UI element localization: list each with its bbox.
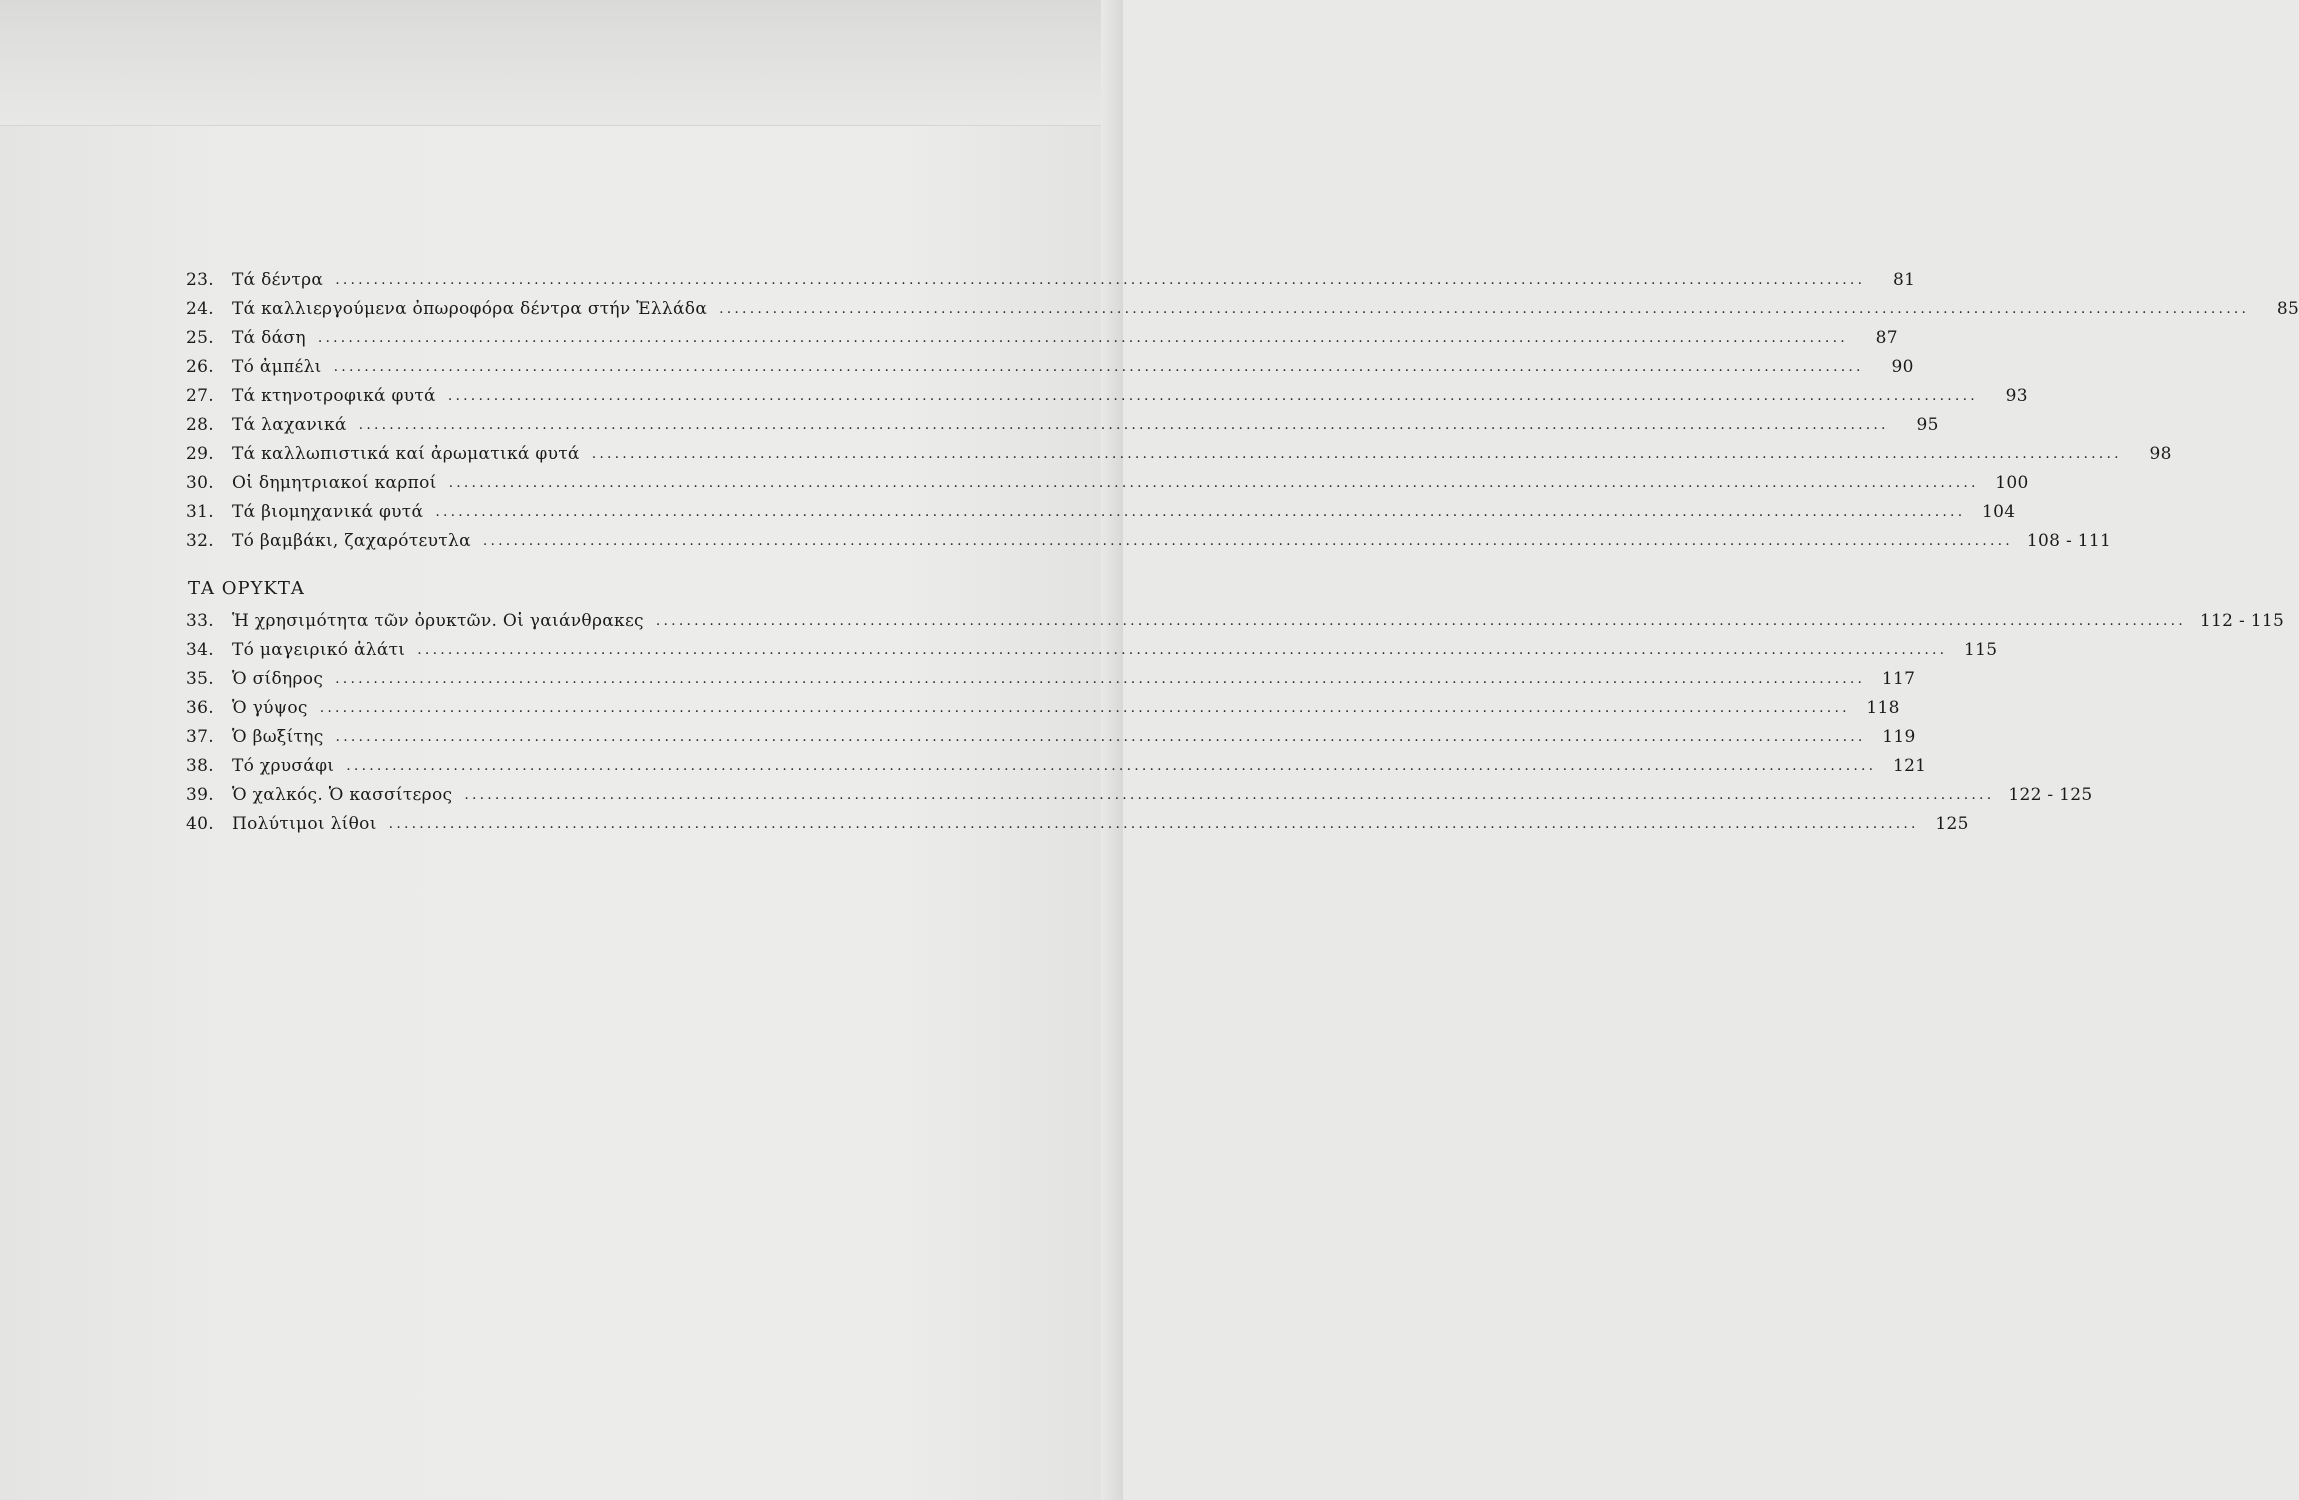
entry-number: 38. xyxy=(186,756,214,776)
entry-title: Τό μαγειρικό ἁλάτι xyxy=(232,640,406,660)
entry-number: 33. xyxy=(186,611,214,631)
dot-leader: ........................................................................................................................................................................................................ xyxy=(417,642,1948,658)
toc-entry xyxy=(186,809,1969,839)
entry-title: Ὁ γύψος xyxy=(232,698,308,718)
entry-title: Ἡ χρησιμότητα τῶν ὀρυκτῶν. Οἱ γαιάνθρακες xyxy=(232,611,644,631)
toc-entry xyxy=(186,497,2016,527)
entry-page: 85 xyxy=(2276,299,2299,319)
entry-page: 95 xyxy=(1916,415,1939,435)
entry-number: 39. xyxy=(186,785,214,805)
entry-page: 81 xyxy=(1893,270,1916,290)
toc-entry xyxy=(186,635,1998,665)
entry-number: 29. xyxy=(186,444,214,464)
entry-title: Τά καλλιεργούμενα ὀπωροφόρα δέντρα στήν Ἑλλάδα xyxy=(232,299,708,319)
dot-leader: ........................................................................................................................................................................................................ xyxy=(719,301,2250,317)
dot-leader: ........................................................................................................................................................................................................ xyxy=(333,359,1864,375)
entry-number: 36. xyxy=(186,698,214,718)
dot-leader: ........................................................................................................................................................................................................ xyxy=(447,388,1978,404)
dot-leader: ........................................................................................................................................................................................................ xyxy=(464,787,1995,803)
dot-leader: ........................................................................................................................................................................................................ xyxy=(346,758,1877,774)
entry-number: 26. xyxy=(186,357,214,377)
dot-leader: ........................................................................................................................................................................................................ xyxy=(435,504,1966,520)
entry-title: Τά δάση xyxy=(232,328,306,348)
entry-page: 93 xyxy=(2005,386,2028,406)
entry-title: Τό ἀμπέλι xyxy=(232,357,322,377)
entry-number: 24. xyxy=(186,299,214,319)
toc-entry xyxy=(186,606,2285,636)
entry-page: 115 xyxy=(1963,640,1998,660)
entry-title: Τά δέντρα xyxy=(232,270,324,290)
toc-entry xyxy=(186,693,1900,723)
toc-entry xyxy=(186,664,1916,694)
entry-page: 118 xyxy=(1866,698,1900,718)
entry-page: 112 - 115 xyxy=(2199,611,2285,631)
toc-entry xyxy=(186,780,2093,810)
entry-page: 125 xyxy=(1935,814,1969,834)
entry-title: Ὁ βωξίτης xyxy=(232,727,324,747)
entry-number: 32. xyxy=(186,531,214,551)
dot-leader: ........................................................................................................................................................................................................ xyxy=(388,816,1919,832)
entry-number: 31. xyxy=(186,502,214,522)
dot-leader: ........................................................................................................................................................................................................ xyxy=(317,330,1848,346)
dot-leader: ........................................................................................................................................................................................................ xyxy=(591,446,2122,462)
toc-entry xyxy=(186,410,1939,440)
page-right-edge xyxy=(1101,0,1123,1500)
dot-leader: ........................................................................................................................................................................................................ xyxy=(335,272,1866,288)
toc-entry xyxy=(186,352,1914,382)
entry-title: Τά κτηνοτροφικά φυτά xyxy=(232,386,436,406)
entry-number: 35. xyxy=(186,669,214,689)
dot-leader: ........................................................................................................................................................................................................ xyxy=(335,729,1866,745)
dot-leader: ........................................................................................................................................................................................................ xyxy=(482,533,2013,549)
entry-number: 27. xyxy=(186,386,214,406)
toc-entry xyxy=(186,439,2172,469)
entry-title: Τό βαμβάκι, ζαχαρότευτλα xyxy=(232,531,471,551)
entry-number: 25. xyxy=(186,328,214,348)
entry-title: Ὁ χαλκός. Ὁ κασσίτερος xyxy=(232,785,453,805)
toc-entry xyxy=(186,526,2112,556)
entry-title: Τά καλλωπιστικά καί ἀρωματικά φυτά xyxy=(232,444,580,464)
entry-page: 98 xyxy=(2149,444,2172,464)
entry-title: Τά βιομηχανικά φυτά xyxy=(232,502,424,522)
toc-entry xyxy=(186,468,2029,498)
page-top-band xyxy=(0,0,1123,126)
entry-page: 122 - 125 xyxy=(2008,785,2093,805)
toc-entry xyxy=(186,381,2028,411)
entry-page: 87 xyxy=(1875,328,1898,348)
dot-leader: ........................................................................................................................................................................................................ xyxy=(358,417,1889,433)
entry-title: Τά λαχανικά xyxy=(232,415,347,435)
entry-title: Πολύτιμοι λίθοι xyxy=(232,814,377,834)
entry-page: 90 xyxy=(1891,357,1914,377)
entry-number: 34. xyxy=(186,640,214,660)
entry-page: 100 xyxy=(1995,473,2029,493)
entry-number: 23. xyxy=(186,270,214,290)
entry-number: 28. xyxy=(186,415,214,435)
entry-number: 30. xyxy=(186,473,214,493)
dot-leader: ........................................................................................................................................................................................................ xyxy=(655,613,2186,629)
toc-entry xyxy=(186,265,1916,295)
entry-page: 108 - 111 xyxy=(2026,531,2112,551)
toc-entry xyxy=(186,294,2299,324)
entry-number: 40. xyxy=(186,814,214,834)
toc-entry xyxy=(186,323,1898,353)
toc-entry xyxy=(186,722,1916,752)
entry-title: Οἱ δημητριακοί καρποί xyxy=(232,473,437,493)
entry-page: 117 xyxy=(1881,669,1916,689)
entry-title: Ὁ σίδηρος xyxy=(232,669,324,689)
entry-number: 37. xyxy=(186,727,214,747)
toc-entry xyxy=(186,751,1927,781)
entry-page: 104 xyxy=(1982,502,2016,522)
dot-leader: ........................................................................................................................................................................................................ xyxy=(319,700,1850,716)
dot-leader: ........................................................................................................................................................................................................ xyxy=(448,475,1979,491)
entry-title: Τό χρυσάφι xyxy=(232,756,335,776)
entry-page: 121 xyxy=(1892,756,1927,776)
entry-page: 119 xyxy=(1882,727,1916,747)
section-heading: ΤΑ ΟΡΥΚΤΑ xyxy=(188,578,305,599)
dot-leader: ........................................................................................................................................................................................................ xyxy=(335,671,1866,687)
